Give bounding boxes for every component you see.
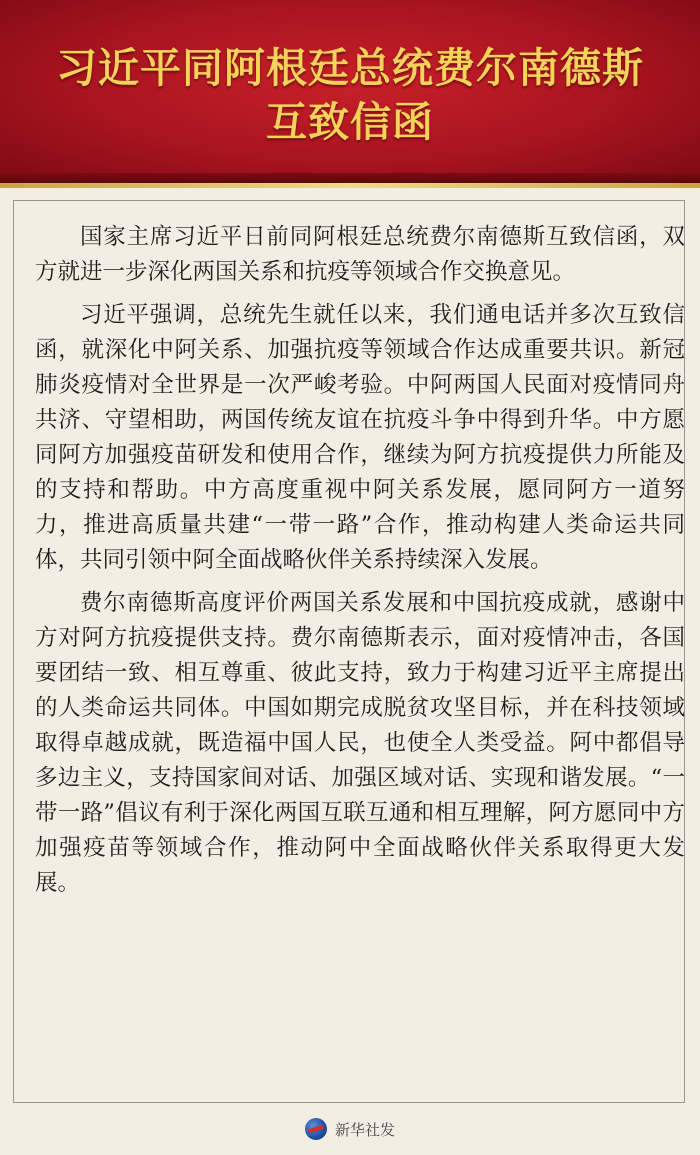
source-credit: 新华社发 xyxy=(334,1120,395,1139)
footer-credit xyxy=(0,1114,700,1144)
paragraph: 习近平强调，总统先生就任以来，我们通电话并多次互致信函，就深化中阿关系、加强抗疫等领域合作达成重要共识。新冠肺炎疫情对全世界是一次严峻考验。中阿两国人民面对疫情同舟共济、守望相助，两国传统友谊在抗疫斗争中得到升华。中方愿同阿方加强疫苗研发和使用合作，继续为阿方抗疫提供力所能及的支持和帮助。中方高度重视中阿关系发展，愿同阿方一道努力，推进高质量共建“一带一路”合作，推动构建人类命运共同体，共同引领中阿全面战略伙伴关系持续深入发展。 xyxy=(35,302,685,573)
page-title-line2: 互致信函 xyxy=(266,98,434,146)
gold-divider xyxy=(0,183,700,188)
paragraph: 费尔南德斯高度评价两国关系发展和中国抗疫成就，感谢中方对阿方抗疫提供支持。费尔南德斯表示，面对疫情冲击，各国要团结一致、相互尊重、彼此支持，致力于构建习近平主席提出的人类命运共同体。中国如期完成脱贫攻坚目标，并在科技领域取得卓越成就，既造福中国人民，也使全人类受益。阿中都倡导多边主义，支持国家间对话、加强区域对话、实现和谐发展。“一带一路”倡议有利于深化两国互联互通和相互理解，阿方愿同中方加强疫苗等领域合作，推动阿中全面战略伙伴关系取得更大发展。 xyxy=(35,590,685,896)
page-title-line1: 习近平同阿根廷总统费尔南德斯 xyxy=(56,44,644,92)
header-banner xyxy=(0,0,700,183)
paragraph: 国家主席习近平日前同阿根廷总统费尔南德斯互致信函，双方就进一步深化两国关系和抗疫等领域合作交换意见。 xyxy=(35,224,685,285)
xinhua-globe-logo-icon xyxy=(305,1118,327,1140)
article-body xyxy=(35,220,685,909)
